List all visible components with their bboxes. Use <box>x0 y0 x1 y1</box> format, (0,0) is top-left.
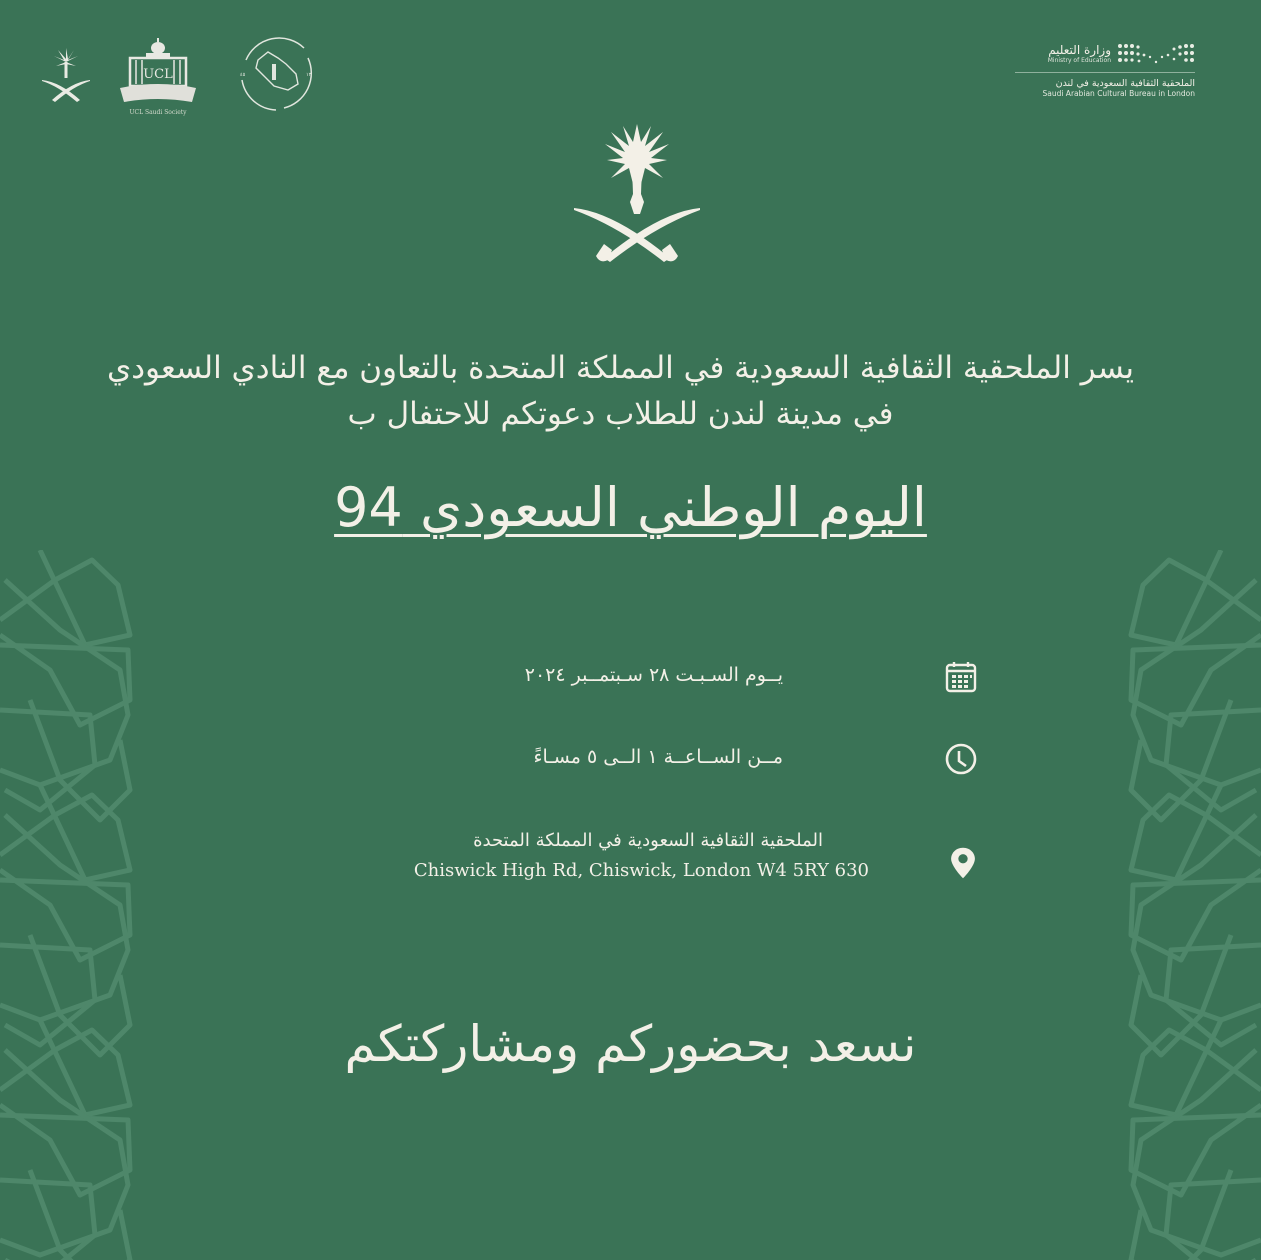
saudi-emblem-main-icon <box>574 122 700 264</box>
event-title-text: اليوم الوطني السعودي 94 <box>334 476 927 539</box>
ministry-of-education-logo <box>1015 42 1195 122</box>
svg-text:٤٥: ٤٥ <box>240 72 246 78</box>
location-address: Chiswick High Rd, Chiswick, London W4 5RY 630 <box>413 860 869 881</box>
saudi-emblem-logo <box>40 48 92 104</box>
ucl-caption: UCL Saudi Society <box>129 109 187 116</box>
ministry-divider <box>1015 72 1195 73</box>
ucl-saudi-society-logo <box>116 36 200 116</box>
clock-icon <box>944 742 978 776</box>
map-pin-icon <box>946 846 980 880</box>
event-title <box>0 468 1261 548</box>
closing-message: نسعد بحضوركم ومشاركتكم <box>344 1015 917 1073</box>
bureau-arabic: الملحقية الثقافية السعودية في لندن <box>1055 78 1195 89</box>
event-date: يــوم السـبـت ٢٨ سـبتمــبر ٢٠٢٤ <box>524 664 783 686</box>
calendar-icon <box>944 660 978 694</box>
svg-text:١٣: ١٣ <box>306 72 312 78</box>
geometric-pattern-right <box>1111 550 1261 1260</box>
intro-line-1: يسر الملحقية الثقافية السعودية في المملكة المتحدة بالتعاون مع النادي السعودي <box>106 350 1135 386</box>
saudi-club-map-logo <box>234 30 318 116</box>
ministry-dots-icon <box>1117 42 1195 66</box>
bureau-english: Saudi Arabian Cultural Bureau in London <box>1042 89 1195 98</box>
location-arabic: الملحقية الثقافية السعودية في المملكة المتحدة <box>473 830 823 851</box>
svg-text:UCL: UCL <box>143 67 173 82</box>
invitation-intro <box>40 345 1201 437</box>
intro-line-2: في مدينة لندن للطلاب دعوتكم للاحتفال ب <box>347 396 894 432</box>
geometric-pattern-left <box>0 550 150 1260</box>
ministry-english: Ministry of Education <box>1047 57 1111 64</box>
event-time: مــن الســاعــة ١ الــى ٥ مسـاءً <box>533 746 783 768</box>
ministry-arabic: وزارة التعليم <box>1048 43 1111 57</box>
